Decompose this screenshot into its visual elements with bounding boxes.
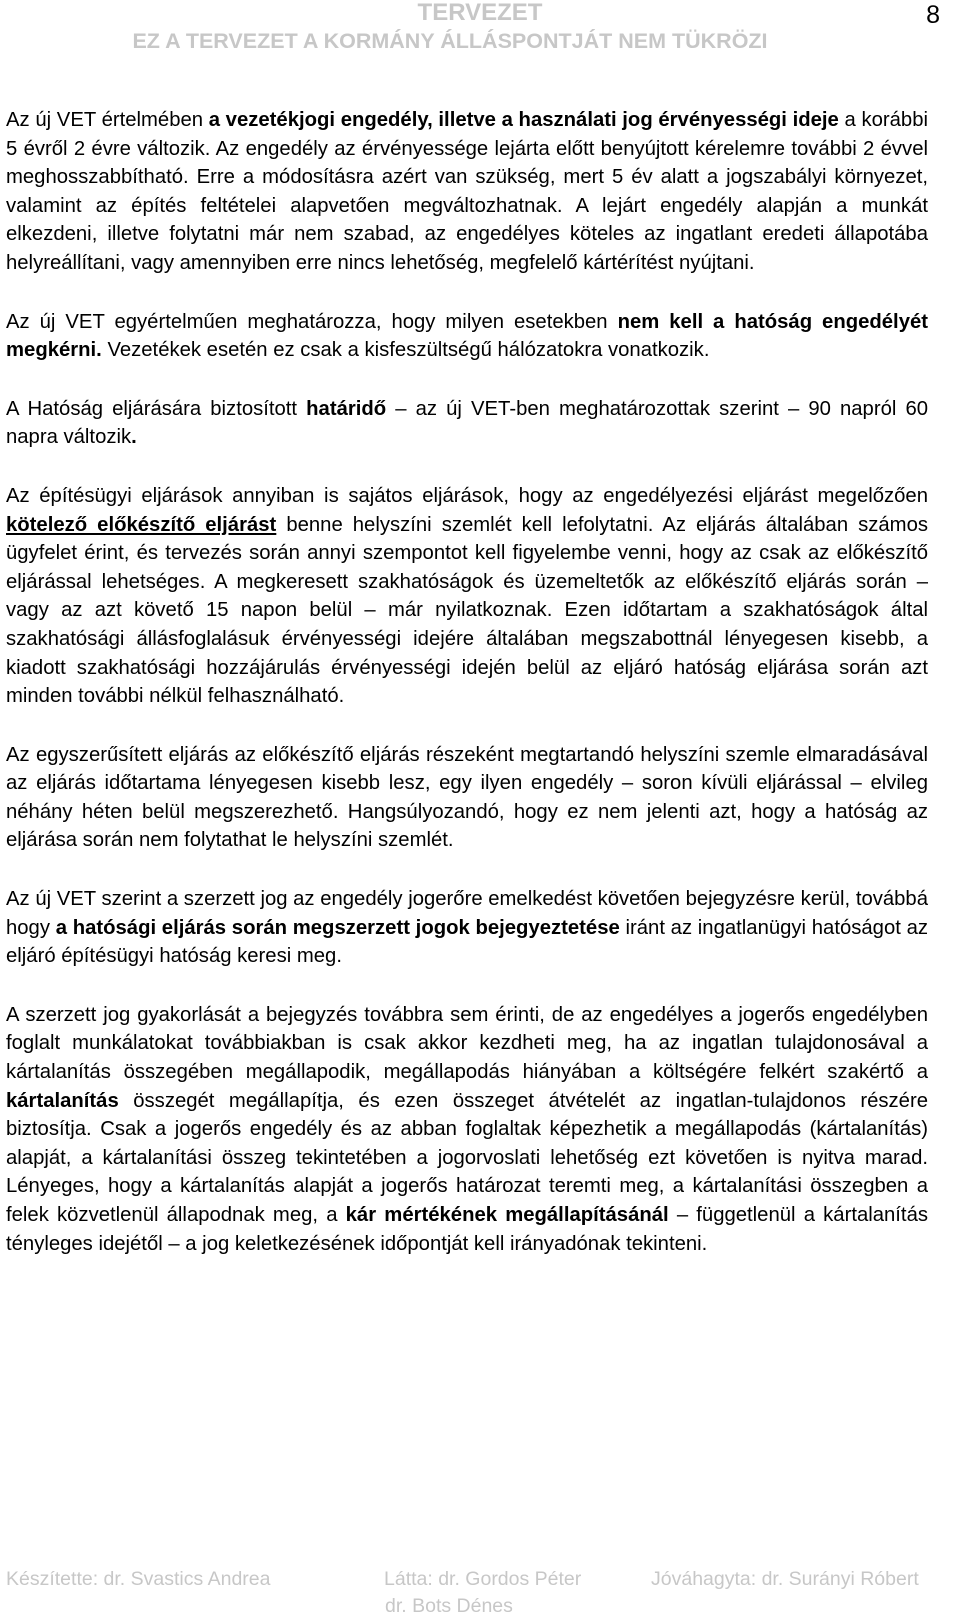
paragraph-text: – függetlenül a kártalanítás tényleges idejétől – a jog keletkezésének időpontját kell irányadónak tekinteni. xyxy=(6,1204,928,1255)
underlined-emphasis: kötelező előkészítő eljárást xyxy=(6,513,277,536)
document-body xyxy=(6,106,928,1288)
paragraph xyxy=(6,741,928,855)
bold-emphasis: a vezetékjogi engedély, illetve a használati jog érvényességi ideje xyxy=(208,109,839,131)
paragraph-text: A Hatóság eljárására biztosított xyxy=(6,397,307,420)
paragraph-text: iránt az ingatlanügyi hatóságot az eljáró építésügyi hatóság keresi meg. xyxy=(6,916,928,968)
paragraph-text: A szerzett jog gyakorlását a bejegyzés továbbra sem érinti, de az engedélyes a jogerős engedélyben foglalt munkálatokat továbbiakban is csak akkor kezdheti meg, ha az ingatlan tulajdonosával a kártalanítás összegében megállapodik, megállapodás hiányában a költségére felkért szakértő a xyxy=(6,1003,928,1084)
paragraph-text: a korábbi 5 évről 2 évre változik. Az engedély az érvényessége lejárta előtt benyújtott kérelemre további 2 évvel meghosszabbítható. Erre a módosításra azért van szükség, mert 5 év alatt a jogszabályi környezet, valamint az építés feltételei alapvetően megváltozhatnak. A lejárt engedély alapján a munkát elkezdeni, illetve folytatni már nem szabad, az engedélyes köteles az ingatlant eredeti állapotába helyreállítani, vagy amennyiben erre nincs lehetőség, megfelelő kártérítést nyújtani. xyxy=(6,109,928,274)
page-number: 8 xyxy=(926,1,940,29)
paragraph xyxy=(6,482,928,711)
header-title: TERVEZET xyxy=(417,0,543,26)
footer-approved-by: Jóváhagyta: dr. Surányi Róbert xyxy=(651,1568,919,1590)
paragraph-text: Az új VET szerint a szerzett jog az engedély jogerőre emelkedést követően bejegyzésre kerül, továbbá hogy xyxy=(6,888,928,939)
paragraph-text: összegét megállapítja, és ezen összeget átvételét az ingatlan-tulajdonos részére biztosítja. Csak a jogerős engedély és az abban foglaltak képezhetik a megállapodás (kártalanítás) alapját, a kártalanítási összeg tekintetében a jogorvoslati lehetőség ezt követően is nyitva marad. Lényeges, hogy a kártalanítás alapját a jogerős határozat teremti meg, a kártalanítási összegben a felek közvetlenül állapodnak meg, a xyxy=(6,1089,928,1226)
paragraph xyxy=(6,885,928,971)
paragraph xyxy=(6,395,928,452)
bold-emphasis: nem kell a hatóság engedélyét megkérni. xyxy=(6,310,929,362)
paragraph-text: Vezetékek esetén ez csak a kisfeszültségű hálózatokra vonatkozik. xyxy=(101,339,710,362)
page-header xyxy=(0,0,960,54)
paragraph-text: Az új VET értelmében xyxy=(6,109,209,131)
paragraph xyxy=(6,308,928,365)
paragraph-text: Az új VET egyértelműen meghatározza, hogy milyen esetekben xyxy=(6,310,618,333)
paragraph-text: benne helyszíni szemlét kell lefolytatni. Az eljárás általában számos ügyfelet érint, és tervezés során annyi szempontot kell figyelembe venni, hogy az csak az előkészítő eljárással lehetséges. A megkeresett szakhatóságok és üzemeltetők az előkészítő eljárás során – vagy az azt követő 15 napon belül – már nyilatkoznak. Ezen időtartam a szakhatóságok által szakhatósági állásfoglalásuk érvényességi idejére általában megszabottnál lényegesen kisebb, a kiadott szakhatósági hozzájárulás érvényességi idején belül az eljáró hatóság eljárása során azt minden további nélkül felhasználható. xyxy=(6,513,928,708)
bold-emphasis: kártalanítás xyxy=(6,1089,119,1112)
paragraph-text: – az új VET-ben meghatározottak szerint – 90 napról 60 napra változik xyxy=(6,397,929,449)
bold-emphasis: kár mértékének megállapításánál xyxy=(345,1204,669,1226)
footer-seen-by: Látta: dr. Gordos Péter xyxy=(384,1568,582,1590)
bold-emphasis: határidő xyxy=(306,397,387,420)
paragraph xyxy=(6,1001,928,1258)
paragraph-text: Az építésügyi eljárások annyiban is sajátos eljárások, hogy az engedélyezési eljárást megelőzően xyxy=(6,484,928,507)
bold-emphasis: . xyxy=(131,426,137,449)
paragraph xyxy=(6,106,928,278)
paragraph-text: Az egyszerűsített eljárás az előkészítő eljárás részeként megtartandó helyszíni szemle elmaradásával az eljárás időtartama lényegesen kisebb lesz, egy ilyen engedély – soron kívüli eljárással – elvileg néhány héten belül megszerezhető. Hangsúlyozandó, hogy ez nem jelenti azt, hogy a hatóság az eljárása során nem folytathat le helyszíni szemlét. xyxy=(6,743,928,852)
header-disclaimer: EZ A TERVEZET A KORMÁNY ÁLLÁSPONTJÁT NEM TÜKRÖZI xyxy=(132,29,768,53)
footer-seen-by-2: dr. Bots Dénes xyxy=(385,1595,513,1617)
footer-prepared-by: Készítette: dr. Svastics Andrea xyxy=(6,1568,271,1590)
bold-emphasis: a hatósági eljárás során megszerzett jogok bejegyeztetése xyxy=(55,916,620,939)
